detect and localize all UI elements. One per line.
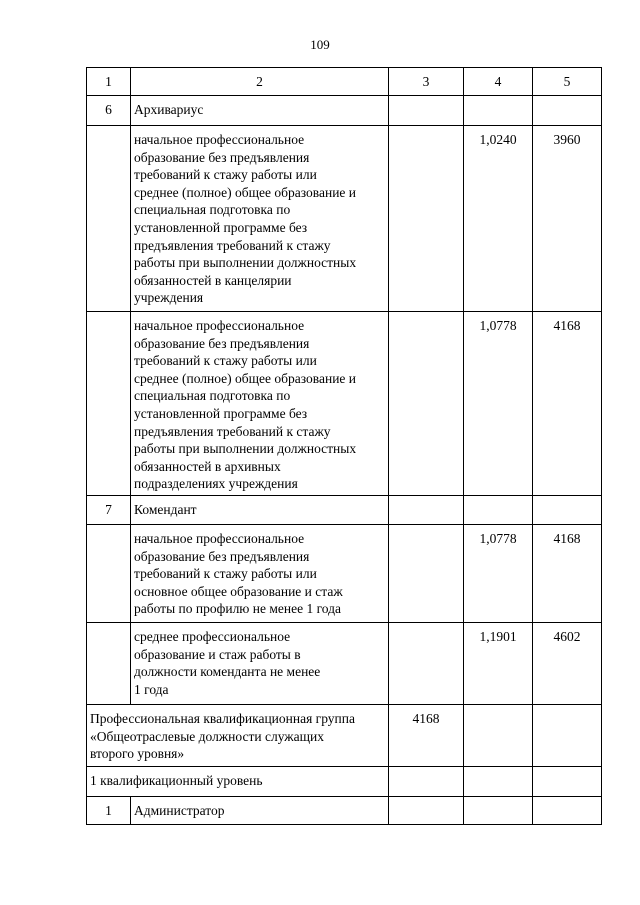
requirement-text: начальное профессиональное образование без предъявления требований к стажу работы или среднее (полное) общее образование и специальная подготовка по установленной программе без предъявления требований к стажу работы при выполнении должностных обязанностей в архивных подразделениях учреждения [131, 312, 389, 496]
empty-cell [87, 525, 131, 623]
table-row [87, 96, 602, 126]
header-cell: 1 [87, 68, 131, 96]
header-cell: 3 [389, 68, 464, 96]
empty-cell [533, 496, 602, 525]
row-number: 7 [87, 496, 131, 525]
empty-cell [464, 797, 533, 825]
empty-cell [389, 767, 464, 797]
requirement-text: начальное профессиональное образование без предъявления требований к стажу работы или среднее (полное) общее образование и специальная подготовка по установленной программе без предъявления требований к стажу работы при выполнении должностных обязанностей в канцелярии учреждения [131, 126, 389, 312]
empty-cell [464, 96, 533, 126]
table-row [87, 126, 602, 312]
empty-cell [389, 96, 464, 126]
header-cell: 4 [464, 68, 533, 96]
requirement-text: среднее профессиональное образование и стаж работы в должности коменданта не менее 1 года [131, 623, 389, 705]
empty-cell [464, 705, 533, 767]
row-number: 6 [87, 96, 131, 126]
row-number: 1 [87, 797, 131, 825]
empty-cell [87, 312, 131, 496]
empty-cell [389, 797, 464, 825]
table-row [87, 705, 602, 767]
requirement-text: начальное профессиональное образование без предъявления требований к стажу работы или основное общее образование и стаж работы по профилю не менее 1 года [131, 525, 389, 623]
coefficient-value: 1,0240 [464, 126, 533, 312]
empty-cell [464, 496, 533, 525]
page-number: 109 [310, 37, 330, 52]
table-row [87, 312, 602, 496]
salary-value: 3960 [533, 126, 602, 312]
base-salary-value: 4168 [389, 705, 464, 767]
coefficient-value: 1,0778 [464, 525, 533, 623]
position-title: Комендант [131, 496, 389, 525]
empty-cell [389, 496, 464, 525]
empty-cell [389, 312, 464, 496]
empty-cell [533, 705, 602, 767]
empty-cell [533, 797, 602, 825]
position-title: Архивариус [131, 96, 389, 126]
coefficient-value: 1,1901 [464, 623, 533, 705]
salary-value: 4602 [533, 623, 602, 705]
table-header-row [87, 68, 602, 96]
empty-cell [464, 767, 533, 797]
group-title: Профессиональная квалификационная группа «Общеотраслевые должности служащих второго уровня» [87, 705, 389, 767]
header-cell: 5 [533, 68, 602, 96]
empty-cell [389, 126, 464, 312]
position-title: Администратор [131, 797, 389, 825]
empty-cell [389, 525, 464, 623]
table-row [87, 623, 602, 705]
empty-cell [533, 96, 602, 126]
coefficient-value: 1,0778 [464, 312, 533, 496]
table-row [87, 797, 602, 825]
salary-value: 4168 [533, 525, 602, 623]
empty-cell [87, 126, 131, 312]
salary-value: 4168 [533, 312, 602, 496]
header-cell: 2 [131, 68, 389, 96]
qualification-level: 1 квалификационный уровень [87, 767, 389, 797]
table-row [87, 496, 602, 525]
table-row [87, 525, 602, 623]
empty-cell [389, 623, 464, 705]
salary-table [86, 67, 602, 825]
empty-cell [533, 767, 602, 797]
empty-cell [87, 623, 131, 705]
table-row [87, 767, 602, 797]
